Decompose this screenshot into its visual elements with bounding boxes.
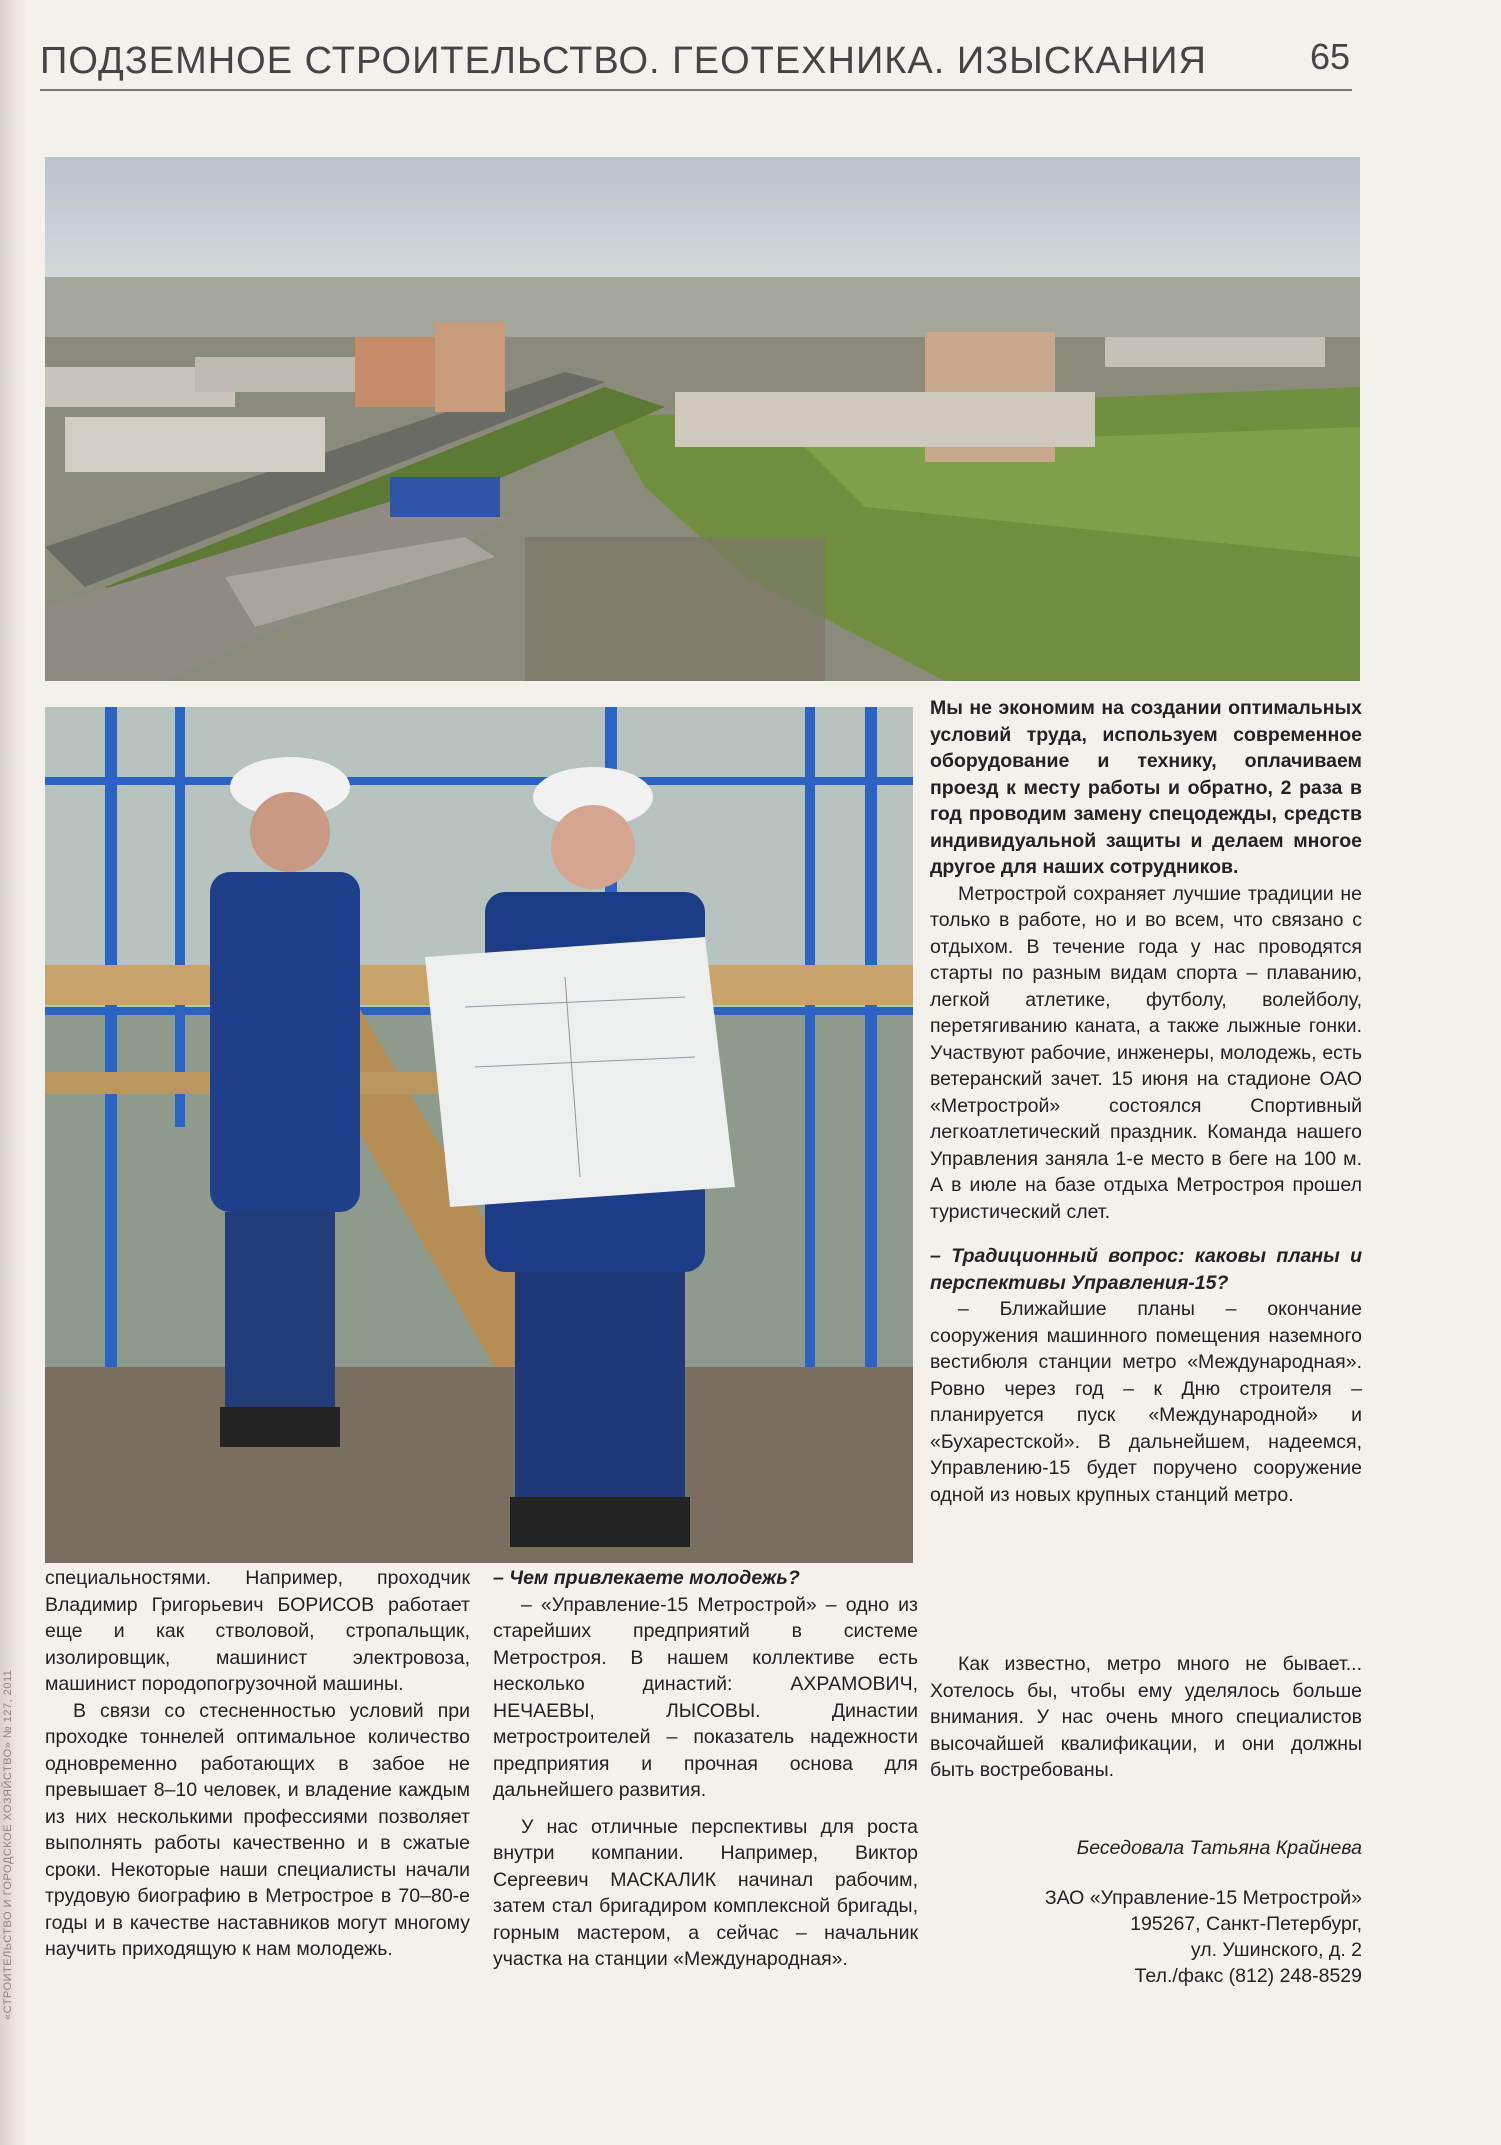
article-column-2 [493, 1565, 918, 1973]
interviewer-credit: Беседовала Татьяна Крайнева [1076, 1837, 1362, 1859]
company-name: ЗАО «Управление-15 Метрострой» [1044, 1887, 1362, 1909]
page-spine [0, 0, 28, 2145]
interview-question: – Традиционный вопрос: каковы планы и перспективы Управления-15? [930, 1245, 1362, 1294]
article-column-right-upper [930, 695, 1362, 1508]
article-paragraph: В связи со стесненностью условий при проходке тоннелей оптимальное количество одновременно работающих в забое не превышает 8–10 человек, и владение каждым из них несколькими профессиями позволяет выполнять работы качественно и в сжатые сроки. Некоторые наши специалисты начали трудовую биографию в Метрострое в 70–80-е годы и в качестве наставников могут многому научить приходящую к нам молодежь. [45, 1699, 470, 1960]
lead-paragraph: Мы не экономим на создании оптимальных условий труда, используем современное оборудование и технику, оплачиваем проезд к месту работы и обратно, 2 раза в год проводим замену спецодежды, средств индивидуальной защиты и делаем многое другое для наших сотрудников. [930, 697, 1362, 878]
article-paragraph: – «Управление-15 Метрострой» – одно из старейших предприятий в системе Метростроя. В нашем коллективе есть несколько династий: АХРАМОВИЧ, НЕЧАЕВЫ, ЛЫСОВЫ. Династии метростроителей – показатель надежности предприятия и прочная основа для дальнейшего развития. [493, 1593, 918, 1801]
article-paragraph: У нас отличные перспективы для роста внутри компании. Например, Виктор Сергеевич МАСКАЛИК начинал рабочим, затем стал бригадиром комплексной бригады, горным мастером, а сейчас – начальник участка на станции «Международная». [493, 1815, 918, 1970]
address-line: ул. Ушинского, д. 2 [1190, 1939, 1362, 1961]
article-paragraph: – Ближайшие планы – окончание сооружения машинного помещения наземного вестибюля станции метро «Международная». Ровно через год – к Дню строителя – планируется пуск «Международной» и «Бухарестской». В дальнейшем, надеемся, Управлению-15 будет поручено сооружение одной из новых крупных станций метро. [930, 1298, 1362, 1506]
article-paragraph: Метрострой сохраняет лучшие традиции не только в работе, но и во всем, что связано с отдыхом. В течение года у нас проводятся старты по разным видам спорта – плаванию, легкой атлетике, футболу, волейболу, перетягиванию каната, а также лыжные гонки. Участвуют рабочие, инженеры, молодежь, есть ветеранский зачет. 15 июня на стадионе ОАО «Метрострой» состоялся Спортивный легкоатлетический праздник. Команда нашего Управления заняла 1-е место в беге на 100 м. А в июле на базе отдыха Метростроя прошел туристический слет. [930, 882, 1362, 1223]
article-paragraph: специальностями. Например, проходчик Владимир Григорьевич БОРИСОВ работает еще и как стволовой, стропальщик, изолировщик, машинист электровоза, машинист породопогрузочной машины. [45, 1567, 470, 1695]
aerial-city-photo [45, 157, 1360, 681]
page-number: 65 [1310, 36, 1351, 77]
section-title: ПОДЗЕМНОЕ СТРОИТЕЛЬСТВО. ГЕОТЕХНИКА. ИЗЫСКАНИЯ [40, 40, 1207, 82]
interview-question: – Чем привлекаете молодежь? [493, 1567, 800, 1589]
article-column-1 [45, 1565, 470, 1963]
phone-fax: Тел./факс (812) 248-8529 [1134, 1965, 1362, 1987]
article-paragraph: Как известно, метро много не бывает... Хотелось бы, чтобы ему уделялось больше внимания. У нас очень много специалистов высочайшей квалификации, и они должны быть востребованы. [930, 1653, 1362, 1781]
article-column-3 [930, 1565, 1362, 1784]
address-line: 195267, Санкт-Петербург, [1130, 1913, 1362, 1935]
workers-photo [45, 707, 913, 1563]
company-contacts [930, 1885, 1362, 1989]
header-divider [40, 89, 1352, 91]
spine-publication-text: «СТРОИТЕЛЬСТВО И ГОРОДСКОЕ ХОЗЯЙСТВО» № 127, 2011 [2, 1669, 14, 2020]
